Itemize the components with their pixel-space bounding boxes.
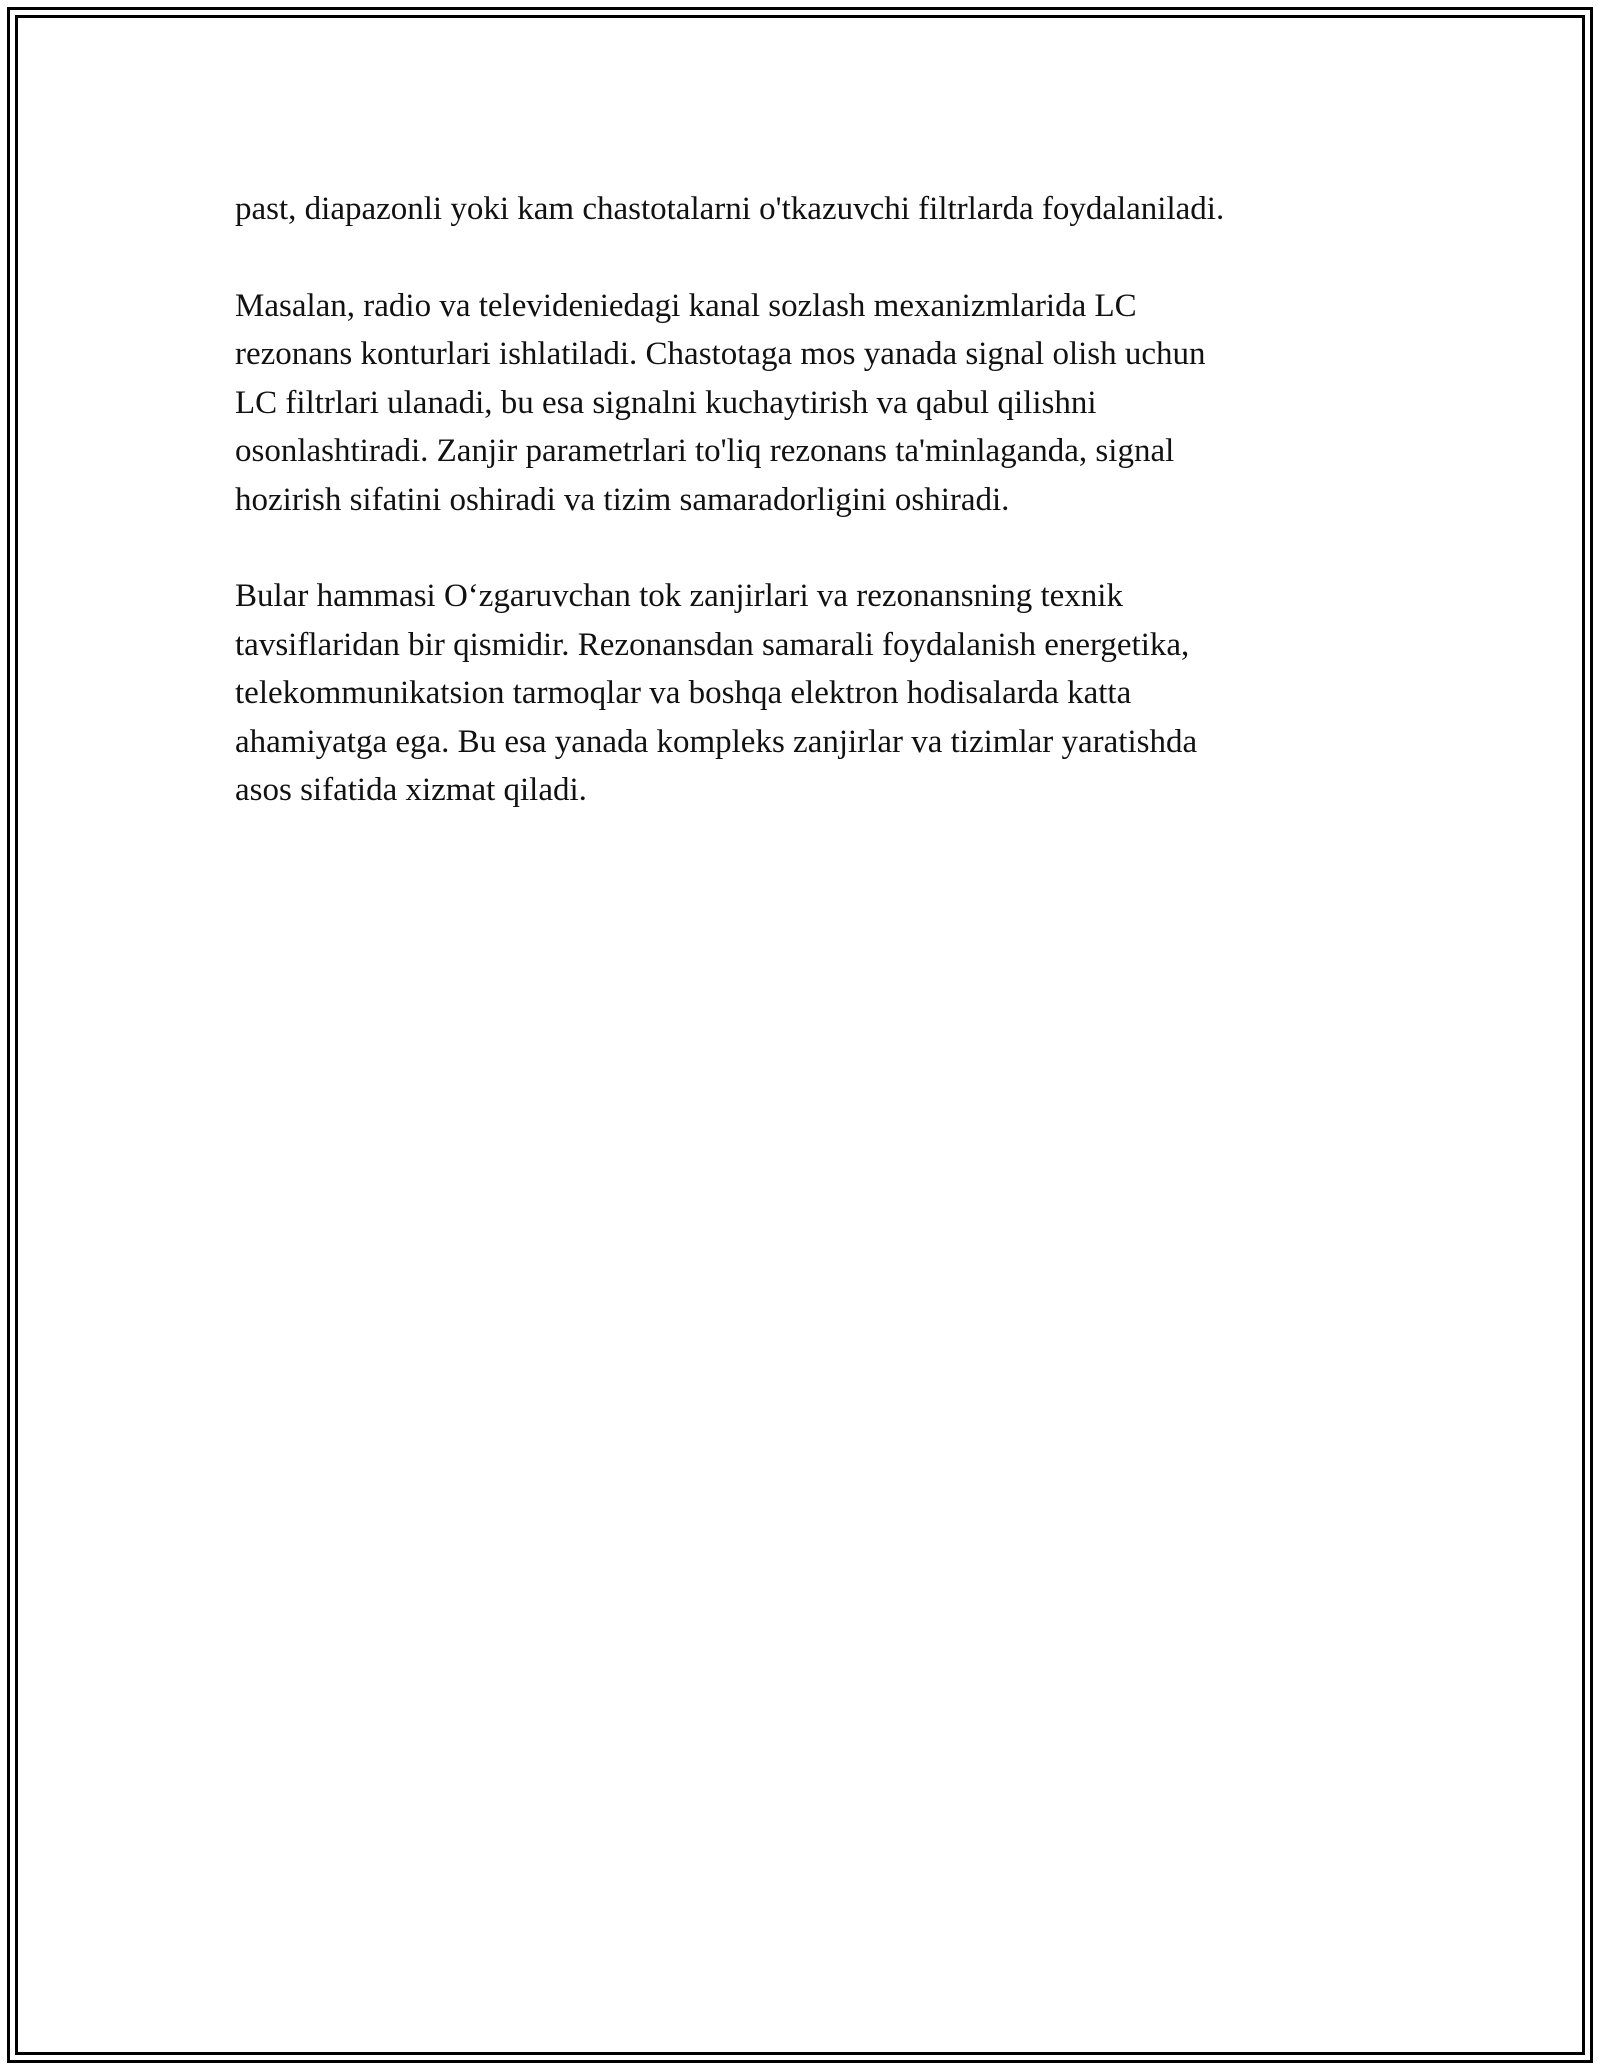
paragraph-summary: Bular hammasi Oʻzgaruvchan tok zanjirlari va rezonansning texnik tavsiflaridan bir qismidir. Rezonansdan samarali foydalanish energetika, telekommunikatsion tarmoqlar va boshqa elektron hodisalarda katta ahamiyatga ega. Bu esa yanada kompleks zanjirlar va tizimlar yaratishda asos sifatida xizmat qiladi. [235,578,1198,808]
paragraph-filters-usage: past, diapazonli yoki kam chastotalarni o'tkazuvchi filtrlarda foydalaniladi. [235,191,1225,227]
document-body [235,185,1365,863]
paragraph-radio-tv-example: Masalan, radio va televideniedagi kanal sozlash mexanizmlarida LC rezonans konturlari ishlatiladi. Chastotaga mos yanada signal olish uchun LC filtrlari ulanadi, bu esa signalni kuchaytirish va qabul qilishni osonlashtiradi. Zanjir parametrlari to'liq rezonans ta'minlaganda, signal hozirish sifatini oshiradi va tizim samaradorligini oshiradi. [235,287,1206,518]
